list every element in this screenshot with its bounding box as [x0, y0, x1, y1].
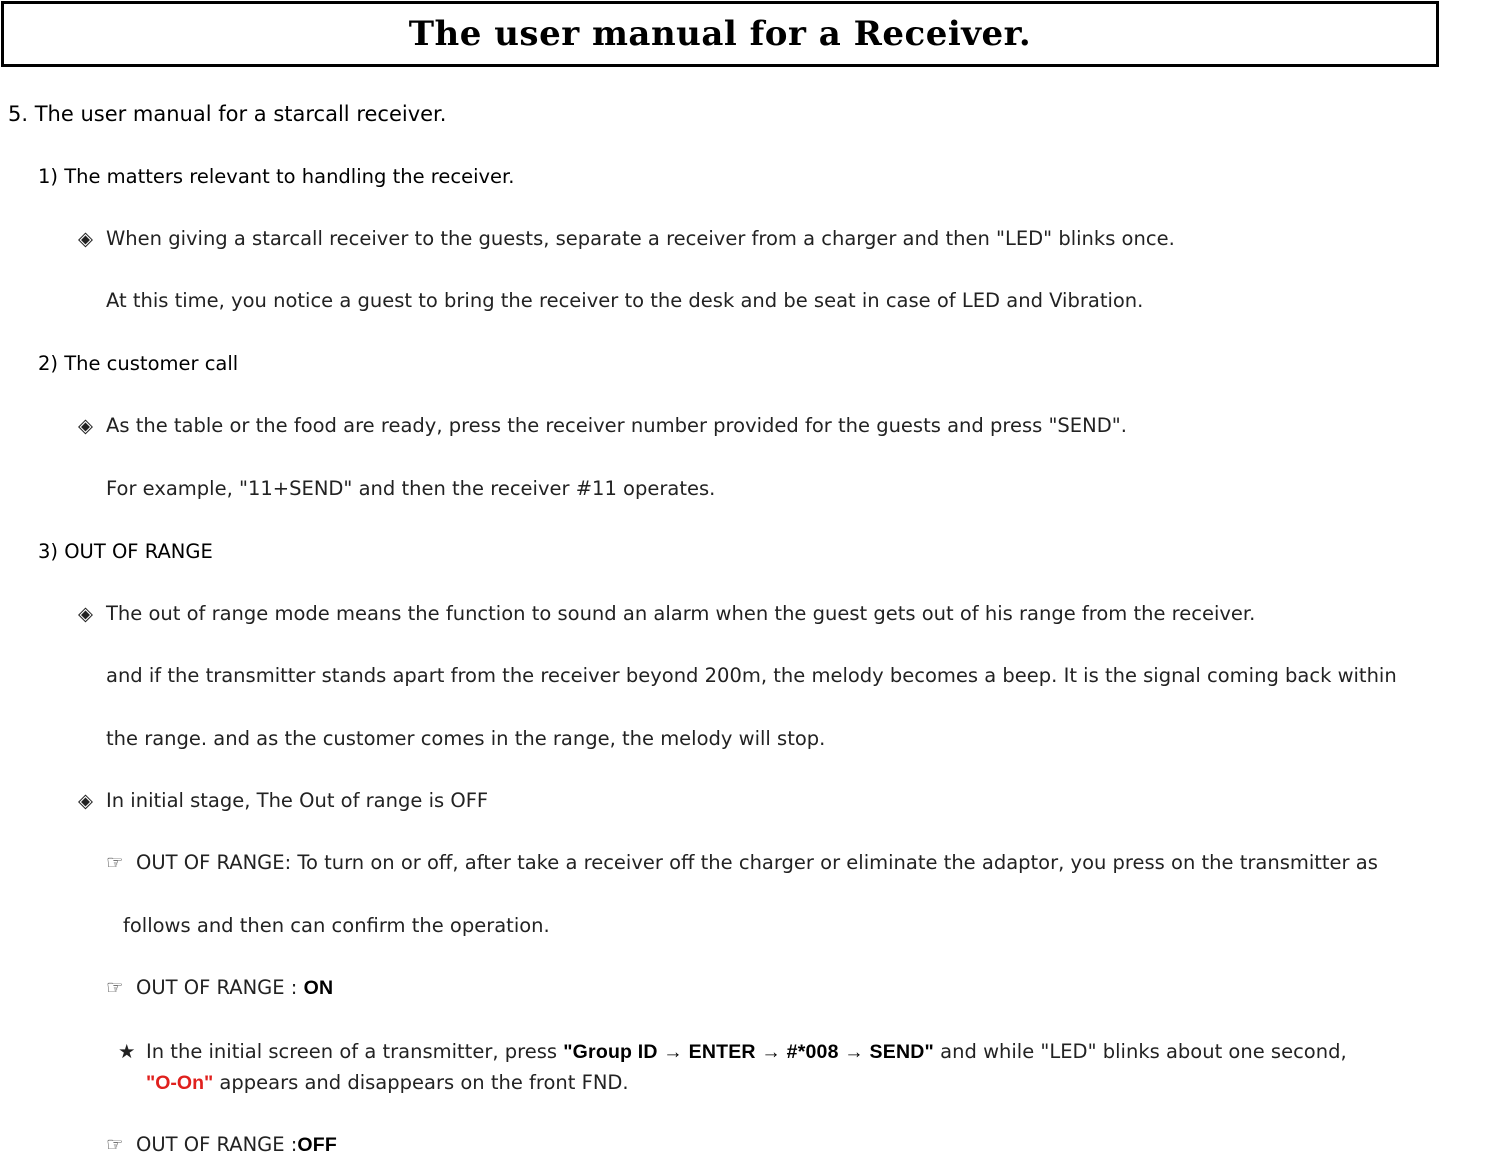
page-title: The user manual for a Receiver.: [408, 14, 1032, 54]
star-text-c: appears and disappears on the front FND.: [213, 1071, 629, 1094]
part3-line3: the range. and as the customer comes in the range, the melody will stop.: [106, 727, 826, 750]
part1-line1: When giving a starcall receiver to the guests, separate a receiver from a charger and then "LED" blinks once.: [106, 227, 1175, 250]
diamond-bullet-icon: ◈: [78, 602, 93, 625]
part1-heading: 1) The matters relevant to handling the receiver.: [38, 165, 515, 188]
off-value: OFF: [297, 1134, 337, 1156]
note1-cont: follows and then can confirm the operation.: [123, 914, 550, 937]
part1-bullet: [78, 227, 1175, 251]
o-on-code: "O-On": [146, 1072, 214, 1094]
part2-line1: As the table or the food are ready, press the receiver number provided for the guests and press "SEND".: [106, 414, 1127, 437]
diamond-bullet-icon: ◈: [78, 789, 93, 812]
part2-heading: 2) The customer call: [38, 352, 239, 375]
part1-line2: At this time, you notice a guest to bring the receiver to the desk and be seat in case of LED and Vibration.: [106, 289, 1144, 312]
star-row-cont: [146, 1071, 629, 1095]
on-row: [106, 976, 333, 1000]
pointing-hand-icon: ☞: [106, 851, 124, 874]
part3-bullet: [78, 602, 1255, 626]
part3-heading: 3) OUT OF RANGE: [38, 540, 213, 563]
star-icon: ★: [118, 1040, 136, 1063]
star-sequence: "Group ID → ENTER → #*008 → SEND": [563, 1041, 934, 1063]
diamond-bullet-icon: ◈: [78, 414, 93, 437]
star-text-a: In the initial screen of a transmitter, press: [146, 1040, 564, 1063]
off-label: OUT OF RANGE :: [136, 1133, 298, 1156]
off-row: [106, 1133, 337, 1157]
pointing-hand-icon: ☞: [106, 976, 124, 999]
star-row: [118, 1040, 1347, 1064]
part3-bullet2-text: In initial stage, The Out of range is OFF: [106, 789, 489, 812]
part3-line2: and if the transmitter stands apart from the receiver beyond 200m, the melody becomes a beep. It is the signal coming back within: [106, 664, 1397, 687]
pointing-hand-icon: ☞: [106, 1133, 124, 1156]
title-box: [1, 1, 1439, 67]
part3-line1: The out of range mode means the function to sound an alarm when the guest gets out of his range from the receiver.: [106, 602, 1256, 625]
on-label: OUT OF RANGE :: [136, 976, 304, 999]
on-value: ON: [303, 977, 334, 999]
part3-bullet2: [78, 789, 488, 813]
note1: [106, 851, 1378, 875]
diamond-bullet-icon: ◈: [78, 227, 93, 250]
section-heading: 5. The user manual for a starcall receiver.: [8, 102, 447, 126]
star-text-b: and while "LED" blinks about one second,: [933, 1040, 1347, 1063]
part2-bullet: [78, 414, 1127, 438]
part2-line2: For example, "11+SEND" and then the receiver #11 operates.: [106, 477, 716, 500]
note1-text: OUT OF RANGE: To turn on or off, after take a receiver off the charger or eliminate the adaptor, you press on the transmitter as: [136, 851, 1378, 874]
